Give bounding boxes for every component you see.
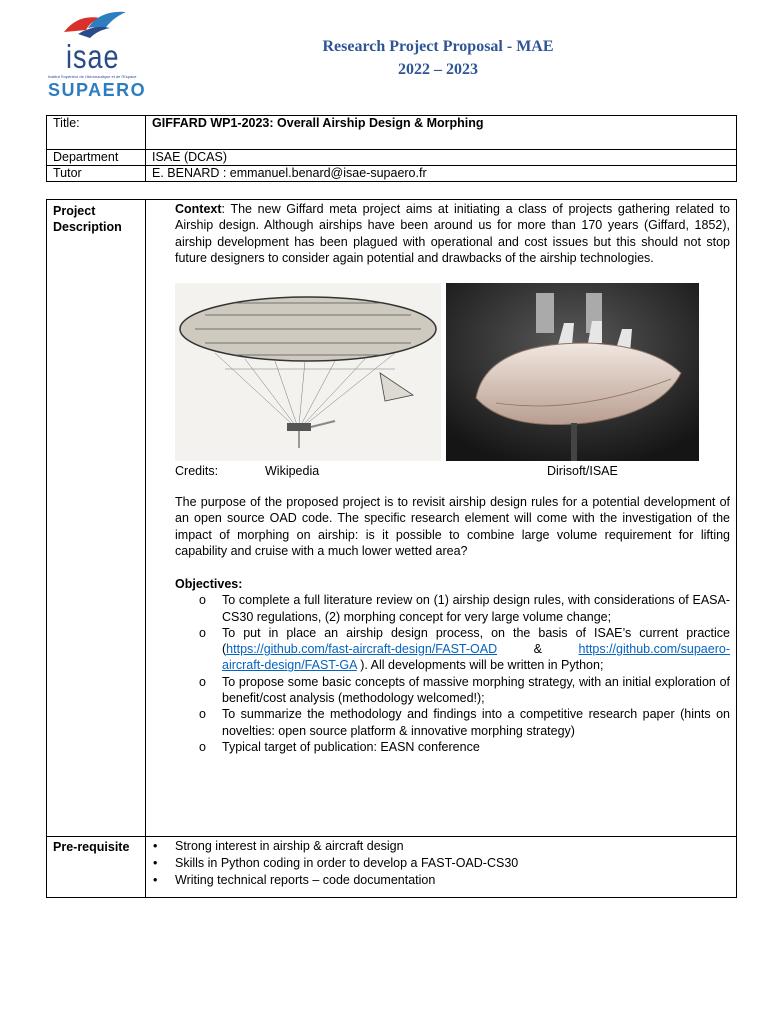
objective-item (175, 674, 730, 707)
tutor-value: E. BENARD : emmanuel.benard@isae-supaero.fr (146, 166, 737, 182)
context-heading: Context (175, 202, 222, 216)
objective-text-tail: ). All developments will be written in Python; (356, 658, 604, 673)
objective-item (175, 706, 730, 739)
bullet-circle-icon: o (199, 593, 206, 608)
wind-tunnel-airship-model-image (446, 283, 699, 461)
link-separator: & (497, 642, 579, 657)
fast-ga-link[interactable]: https://github.com/supaero-aircraft-design/FAST-GA (222, 642, 730, 673)
logo-tagline: Institut Supérieur de l'Aéronautique et de l'Espace (48, 74, 137, 79)
objectives-heading: Objectives: (175, 577, 243, 591)
department-value: ISAE (DCAS) (146, 150, 737, 166)
bullet-circle-icon: o (199, 674, 206, 689)
isae-supaero-logo (44, 8, 148, 100)
objective-item (175, 625, 730, 674)
bullet-dot-icon: • (153, 839, 158, 853)
tutor-label: Tutor (47, 166, 146, 182)
logo-bird-icon (60, 8, 130, 40)
proposal-title: Research Project Proposal - MAE (322, 38, 554, 55)
purpose-paragraph: The purpose of the proposed project is to revisit airship design rules for a potential development of an open source OAD code. The specific research element will come with the investigation of the impact of morphing on airship: is it possible to combine large volume requirement for lifting capability and cruise with a much lower wetted area? (175, 495, 730, 558)
prerequisite-item (147, 855, 727, 872)
prerequisite-section (147, 838, 727, 888)
bullet-circle-icon: o (199, 739, 206, 754)
objective-text: To complete a full literature review on (1) airship design rules, with considerations of EASA-CS30 regulations, (2) morphing concept for very large volume change; (222, 593, 730, 624)
objective-text: To summarize the methodology and findings into a competitive research paper (hints on novelties: open source platform & innovative morphing strategy) (222, 707, 730, 738)
objectives-section (175, 576, 730, 755)
logo-isae-text: isae (66, 38, 120, 76)
bullet-circle-icon: o (199, 707, 206, 722)
prerequisite-item (147, 872, 727, 889)
department-row (47, 150, 737, 166)
row-divider (47, 836, 736, 837)
objectives-list (175, 592, 730, 755)
bullet-circle-icon: o (199, 625, 206, 640)
prerequisite-text: Writing technical reports – code documentation (175, 872, 436, 887)
project-info-table (46, 115, 737, 182)
objective-text: To put in place an airship design process, on the basis of ISAE’s current practice ( (222, 625, 730, 657)
tutor-row (47, 166, 737, 182)
column-divider (145, 200, 146, 897)
fast-oad-link[interactable]: https://github.com/fast-aircraft-design/FAST-OAD (226, 642, 498, 657)
department-label: Department (47, 150, 146, 166)
prerequisite-label: Pre-requisite (53, 840, 130, 854)
objective-item (175, 592, 730, 625)
bullet-dot-icon: • (153, 872, 158, 887)
label-line-2: Description (53, 220, 122, 234)
objective-item (175, 739, 730, 755)
logo-supaero-text: SUPAERO (48, 80, 147, 100)
prerequisite-text: Strong interest in airship & aircraft design (175, 839, 404, 853)
giffard-airship-image (175, 283, 441, 461)
bullet-dot-icon: • (153, 855, 158, 870)
prerequisite-item (147, 838, 727, 855)
title-label: Title: (47, 116, 146, 150)
proposal-year: 2022 – 2023 (398, 61, 478, 78)
prerequisite-text: Skills in Python coding in order to develop a FAST-OAD-CS30 (175, 855, 519, 870)
title-value: GIFFARD WP1-2023: Overall Airship Design & Morphing (146, 116, 737, 150)
context-paragraph (175, 201, 730, 266)
project-description-label (53, 203, 143, 235)
project-description-table (46, 199, 737, 898)
credit-wikipedia: Wikipedia (265, 464, 320, 478)
credits-label: Credits: (175, 464, 219, 478)
context-text: : The new Giffard meta project aims at initiating a class of projects gathering related to Airship design. Although airships have been around us for more than 170 years (Giffard, 1852), airship development has been plagued with operational and cost issues but this should not stop future designers to consider again potential and drawbacks of the airship technologies. (175, 202, 730, 265)
credit-dirisoft: Dirisoft/ISAE (547, 464, 618, 478)
objective-text: Typical target of publication: EASN conference (222, 739, 480, 754)
title-row (47, 116, 737, 150)
label-line-1: Project (53, 204, 96, 218)
prerequisite-list (147, 838, 727, 888)
objective-text: To propose some basic concepts of massive morphing strategy, with an initial exploration of benefit/cost analysis (methodology welcomed!); (222, 674, 730, 706)
